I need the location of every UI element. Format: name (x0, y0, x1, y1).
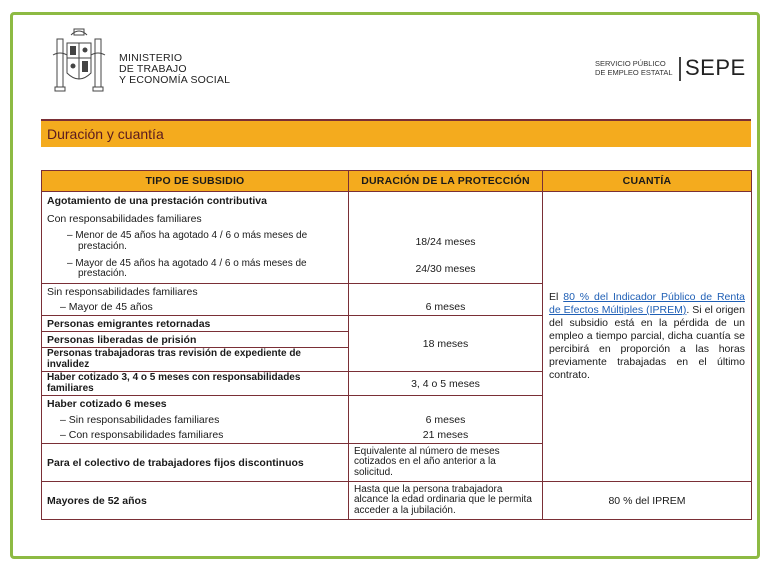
table-cell: Haber cotizado 6 meses (42, 396, 349, 412)
ministry-name (119, 53, 230, 86)
ministry-line: DE TRABAJO (119, 63, 187, 75)
sepe-logo (595, 53, 745, 83)
sepe-divider (679, 57, 681, 81)
sepe-wordmark: SEPE (685, 55, 746, 80)
table-cell: 80 % del IPREM (543, 482, 752, 520)
sepe-subtitle (595, 59, 673, 77)
cuantia-text-pre: El (549, 291, 564, 303)
subsidy-table (41, 170, 752, 520)
table-cell: – Mayor de 45 años ha agotado 4 / 6 o más meses de prestación. (42, 256, 349, 284)
document-frame (10, 12, 760, 559)
ministry-line: MINISTERIO (119, 52, 183, 64)
table-cell: Personas emigrantes retornadas (42, 316, 349, 332)
table-cell: 6 meses (349, 412, 543, 428)
section-header (41, 119, 751, 147)
table-cell: Con responsabilidades familiares (42, 210, 349, 228)
column-header-tipo: TIPO DE SUBSIDIO (42, 171, 349, 192)
spanish-crest-icon (49, 25, 109, 97)
table-row (42, 192, 752, 210)
table-cell: 18/24 meses (349, 228, 543, 256)
table-cell: Para el colectivo de trabajadores fijos discontinuos (42, 444, 349, 482)
iprem-link[interactable]: 80 % del Indicador Público de Renta de Efectos Múltiples (IPREM) (549, 291, 745, 316)
document-header (13, 15, 757, 107)
table-cell: Mayores de 52 años (42, 482, 349, 520)
table-cell: – Sin responsabilidades familiares (42, 412, 349, 428)
cuantia-text-post: . Si el origen del subsidio está en la pérdida de un empleo a tiempo parcial, dicha cuantía se percibirá en proporción a las horas previamente trabajadas en el último contrato. (549, 304, 745, 381)
table-cell: – Con responsabilidades familiares (42, 428, 349, 444)
sepe-subtitle-line: DE EMPLEO ESTATAL (595, 68, 673, 77)
table-cell: Equivalente al número de meses cotizados en el año anterior a la solicitud. (349, 444, 543, 482)
table-cell (349, 210, 543, 228)
table-cell (349, 284, 543, 300)
sepe-subtitle-line: SERVICIO PÚBLICO (595, 59, 666, 68)
table-row (42, 482, 752, 520)
table-cell: 18 meses (349, 316, 543, 372)
table-cell: Agotamiento de una prestación contributiva (42, 192, 349, 210)
section-title: Duración y cuantía (47, 126, 164, 142)
table-cell: Sin responsabilidades familiares (42, 284, 349, 300)
table-cell: Haber cotizado 3, 4 o 5 meses con responsabilidades familiares (42, 372, 349, 396)
ministry-line: Y ECONOMÍA SOCIAL (119, 74, 231, 86)
table-cell: 3, 4 o 5 meses (349, 372, 543, 396)
column-header-cuantia: CUANTÍA (543, 171, 752, 192)
table-cell: – Mayor de 45 años (42, 300, 349, 316)
table-cell: Personas liberadas de prisión (42, 332, 349, 348)
column-header-duracion: DURACIÓN DE LA PROTECCIÓN (349, 171, 543, 192)
table-cell: Hasta que la persona trabajadora alcance la edad ordinaria que le permita acceder a la jubilación. (349, 482, 543, 520)
table-cell: 21 meses (349, 428, 543, 444)
table-cell (349, 192, 543, 210)
table-cell: 24/30 meses (349, 256, 543, 284)
cuantia-description (543, 192, 752, 482)
table-cell (349, 396, 543, 412)
table-cell: Personas trabajadoras tras revisión de expediente de invalidez (42, 348, 349, 372)
table-cell: 6 meses (349, 300, 543, 316)
table-cell: – Menor de 45 años ha agotado 4 / 6 o más meses de prestación. (42, 228, 349, 256)
